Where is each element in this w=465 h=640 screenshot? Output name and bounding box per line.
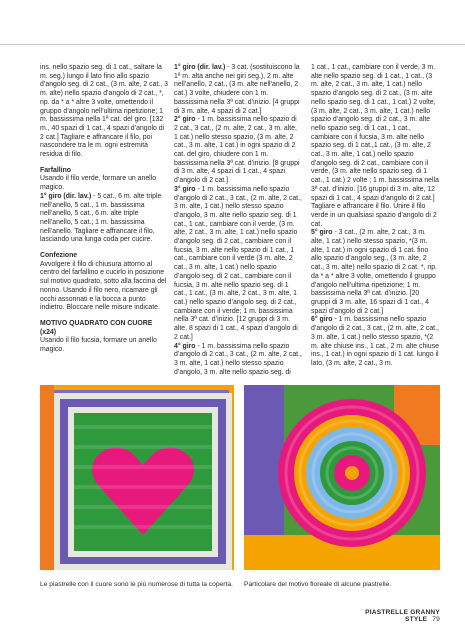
round-text: 1 cat., 1 cat., cambiare con il verde, 3 m. alte nello spazio seg. di 1 cat., 1 cat., (3 m. alte, 2 cat., 3 m. alte, 1 cat.) nello spazio d’angolo seg. di 2 cat., (3 m. alte nello spazio seg. di 1 cat., 1 cat.) 2 volte, (3 m. alte, 2 cat., 3 m. alte, 1 cat.) nello spazio d’angolo seg. di 2 cat., 3 m. alte nello spazio seg. di 1 cat., 1 cat., cambiare con il fucsia, 3 m. alte nello spazio seg. di 1 cat.,1 cat., (3 m. alte, 2 cat., 3 m. alte, 1 cat.) nello spazio d’angolo seg. di 2 cat., cambiare con il verde, (3 m. alte nello spazio seg. di 1 cat., 1 cat.) 2 volte ; 1 m. bassissima nella 3ª cat. d’inizio. [16 gruppi di 3 m. alte, 12 spazi di 1 cat., 4 spazi d’angolo di 2 cat.] Tagliare e affrancare il filo. Unire il filo verde in un qualsiasi spazio d’angolo di 2 cat. xyxy=(311,64,439,228)
paragraph: ins. nello spazio seg. di 1 cat., saltare la m. seg.) lungo il lato fino allo spazio d’angolo seg. di 2 cat., (3 m. alte, 2 cat., 3 m. alte) nello spazio d’angolo di 2 cat., *, rip. da * a * altre 3 volte, omettendo il gruppo d’angolo nell’ultima ripetizione; 1 m. bassissima nella 1ª cat. del giro. [132 m., 40 spazi di 1 cat., 4 spazi d’angolo di 2 cat.] Tagliare e affrancare il filo, poi nascondere tra le m. ogni estremità residua di filo. xyxy=(40,64,168,159)
round-text: - 1 m. bassissima nello spazio di 2 cat., 3 cat., (2 m. alte, 2 cat., 3 m. alte, 1 cat.) nello stesso spazio, (3 m. alte, 2 cat., 3 m. alte, 1 cat.) in ogni spazio di 2 cat. del giro, chiudere con 1 m. bassissima nella 3ª cat. d’inizio. [8 gruppi di 3 m. alte, 4 spazi di 1 cat., 4 spazi d’angolo di 2 cat.] xyxy=(174,116,300,185)
caption-right: Particolare del motivo floreale di alcune piastrelle. xyxy=(244,581,392,588)
paragraph-text: Usando il filo fucsia, formare un anello magico. xyxy=(40,337,157,354)
text-column-2 xyxy=(174,64,302,377)
floral-motif-illustration xyxy=(244,385,440,570)
round-label: 1° giro (dir. lav.) xyxy=(174,64,226,71)
page-number: 79 xyxy=(432,616,440,623)
round-text: - 1 m. bassissima nello spazio d’angolo di 2 cat., 3 cat., (2 m. alte, 2 cat., 3 m. alte, 1 cat.) nello stesso spazio, *(2 m. alte chiuse ins., 1 cat., 2 m. alte chiuse ins., 1 cat.) in ogni spazio di 1 cat. lungo il lato, (3 m. alte, 2 cat., 3 m. xyxy=(311,316,439,367)
running-title: PIASTRELLE GRANNY STYLE xyxy=(365,609,440,623)
round-text: - 1 m. bassissima nello spazio d’angolo di 2 cat., 3 cat., (2 m. alte, 2 cat., 3 m. alte, 1 cat.) nello stesso spazio d’angolo, 3 m. alte nello spazio seg. di xyxy=(174,342,302,376)
round-text: - 1 m. bassissima nello spazio d’angolo di 2 cat., 3 cat., (2 m. alte, 2 cat., 3 m. alte, 1 cat.) nello stesso spazio d’angolo, 3 m. alte nello spazio seg. di 1 cat., 1 cat., cambiare con il verde, (3 m. alte, 2 cat., 3 m. alte, 1 cat.) nello spazio d’angolo seg. di 2 cat., cambiare con il fucsia, 3 m. alte nello spazio di 1 cat., 1 cat., cambiare con il verde (3 m. alte, 2 cat., 3 m. alte, 1 cat.) nello spazio d’angolo seg. di 2 cat., cambiare con il fucsia, 3 m. alte nello spazio seg. di 1 cat., 1 cat., (3 m. alte, 2 cat., 3 m. alte, 1 cat.) nello spazio d’angolo seg. di 2 cat., cambiare con il verde; 1 m. bassissima nella 3ª cat. d’inizio. [12 gruppi di 3 m. alte, 8 spazi di 1 cat., 4 spazi d’angolo di 2 cat.] xyxy=(174,185,302,341)
round-label: 5° giro xyxy=(311,229,333,237)
round-label: 6° giro xyxy=(311,316,333,324)
round-text: - 5 cat., 6 m. alte triple nell’anello, 5 cat., 1 m. bassissima nell’anello, 5 cat., 6 m. alte triple nell’anello, 5 cat.; 1 m. bassissima nell’anello. Tagliare e affrancare il filo, lasciando una lunga coda per cucire. xyxy=(40,192,162,244)
section-motivo xyxy=(40,320,168,355)
caption-left: Le piastrelle con il cuore sono le più numerose di tutta la coperta. xyxy=(40,581,233,588)
photo-floral-motif xyxy=(244,385,440,570)
page-footer xyxy=(340,609,440,623)
round-label: 3° giro xyxy=(174,185,196,193)
text-column-3 xyxy=(311,64,439,369)
section-farfallino xyxy=(40,167,168,245)
round-label: 2° giro xyxy=(174,116,196,124)
text-column-1 xyxy=(40,64,168,362)
section-confezione xyxy=(40,252,168,313)
round-label: 1° giro (dir. lav.) xyxy=(40,192,92,200)
photo-heart-squares xyxy=(40,385,234,570)
heart-square-illustration xyxy=(40,385,234,570)
round-paragraph xyxy=(174,64,302,377)
round-paragraph xyxy=(311,64,439,369)
paragraph-text: Usando il filo verde, formare un anello magico. xyxy=(40,175,157,192)
section-heading: Farfallino xyxy=(40,166,72,174)
round-text: - 3 cat., (2 m. alte, 2 cat., 3 m. alte, 1 cat.) nello stesso spazio, *(3 m. alte, 1 cat.) in ogni spazio di 1 cat. fino allo spazio d’angolo seg., (3 m. alte, 2 cat., 3 m. alte) nello spazio di 2 cat. *, rip. da * a * altre 3 volte, omettendo il gruppo d’angolo nell’ultima ripetizione; 1 m. bassissima nella 3ª cat. d’inizio. [20 gruppi di 3 m. alte, 16 spazi di 1 cat., 4 spazi d’angolo di 2 cat.] xyxy=(311,229,438,315)
round-text: - 3 cat. (sostituiscono la 1ª m. alta anche nei giri seg.), 2 m. alte nell’anello, 2 cat., (3 m. alte nell’anello, 2 cat.) 3 volte, chiudere con 1 m. bassissima nella 3ª cat. d’inizio. [4 gruppi di 3 m. alte, 4 spazi di 2 cat.] xyxy=(174,64,300,115)
top-rule xyxy=(0,44,465,45)
section-heading: Confezione xyxy=(40,252,78,260)
section-heading: MOTIVO QUADRATO CON CUORE (x24) xyxy=(40,319,153,336)
paragraph-text: Avvolgere il filo di chiusura attorno al centro del farfallino e cucirlo in posizione sul motivo quadrato, sotto alla faccina del nonno. Usando il filo nero, ricamare gli occhi assonnati e la bocca a punto indietro. Bloccare nelle misure indicate. xyxy=(40,260,167,312)
round-label: 4° giro xyxy=(174,342,196,350)
